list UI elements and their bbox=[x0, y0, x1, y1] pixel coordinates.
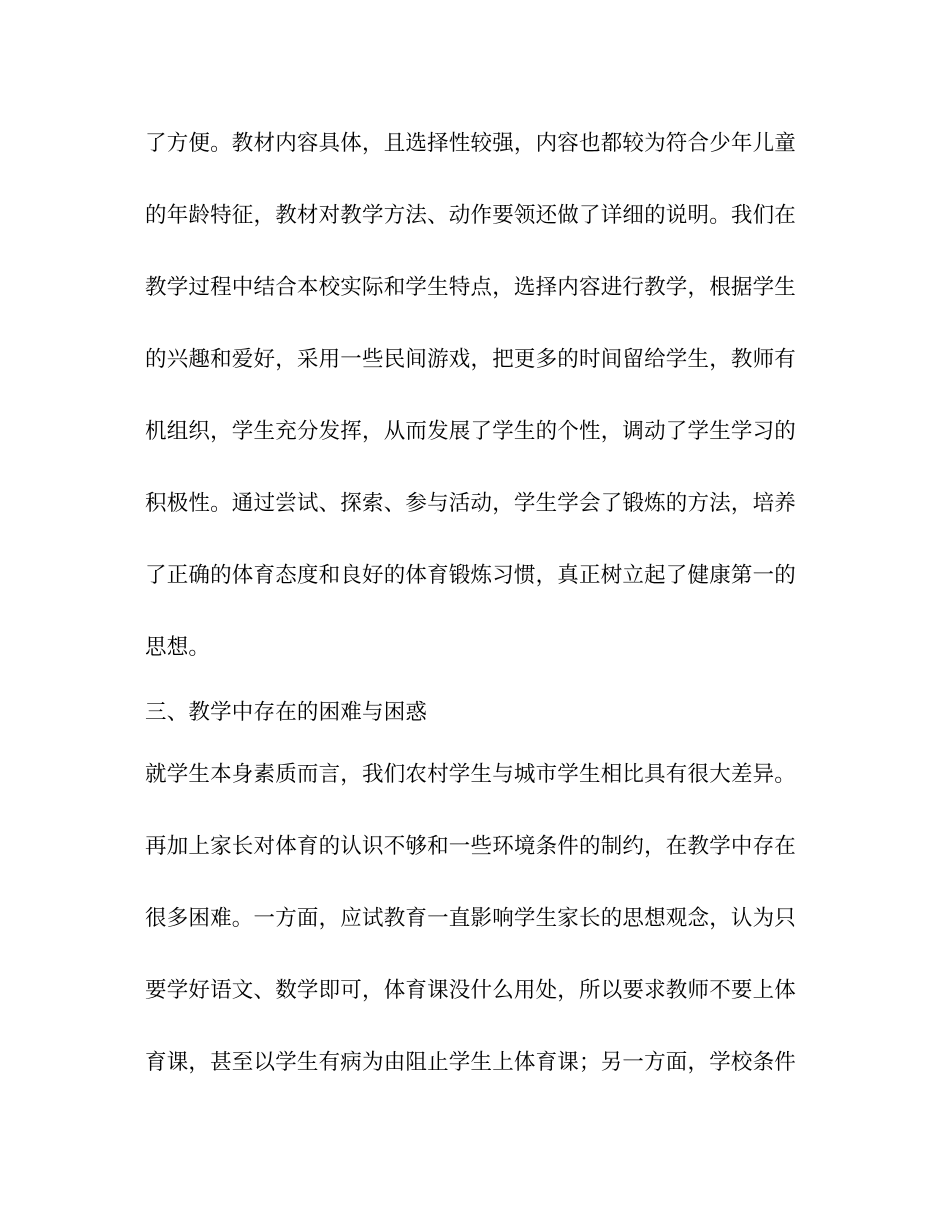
paragraph-line: 再加上家长对体育的认识不够和一些环境条件的制约，在教学中存在 bbox=[145, 834, 797, 859]
paragraph-line: 就学生本身素质而言，我们农村学生与城市学生相比具有很大差异。 bbox=[145, 762, 797, 787]
paragraph-line: 要学好语文、数学即可，体育课没什么用处，所以要求教师不要上体 bbox=[145, 978, 797, 1003]
paragraph-line: 的年龄特征，教材对教学方法、动作要领还做了详细的说明。我们在 bbox=[145, 203, 797, 228]
paragraph-line: 机组织，学生充分发挥，从而发展了学生的个性，调动了学生学习的 bbox=[145, 419, 797, 444]
paragraph-line: 思想。 bbox=[145, 635, 211, 660]
paragraph-line: 育课，甚至以学生有病为由阻止学生上体育课；另一方面，学校条件 bbox=[145, 1050, 797, 1075]
paragraph-line: 很多困难。一方面，应试教育一直影响学生家长的思想观念，认为只 bbox=[145, 906, 797, 931]
paragraph-line: 了方便。教材内容具体，且选择性较强，内容也都较为符合少年儿童 bbox=[145, 131, 797, 156]
paragraph-line: 了正确的体育态度和良好的体育锻炼习惯，真正树立起了健康第一的 bbox=[145, 563, 797, 588]
section-heading: 三、教学中存在的困难与困惑 bbox=[145, 700, 428, 725]
paragraph-line: 教学过程中结合本校实际和学生特点，选择内容进行教学，根据学生 bbox=[145, 275, 797, 300]
paragraph-line: 的兴趣和爱好，采用一些民间游戏，把更多的时间留给学生，教师有 bbox=[145, 347, 797, 372]
paragraph-line: 积极性。通过尝试、探索、参与活动，学生学会了锻炼的方法，培养 bbox=[145, 491, 797, 516]
